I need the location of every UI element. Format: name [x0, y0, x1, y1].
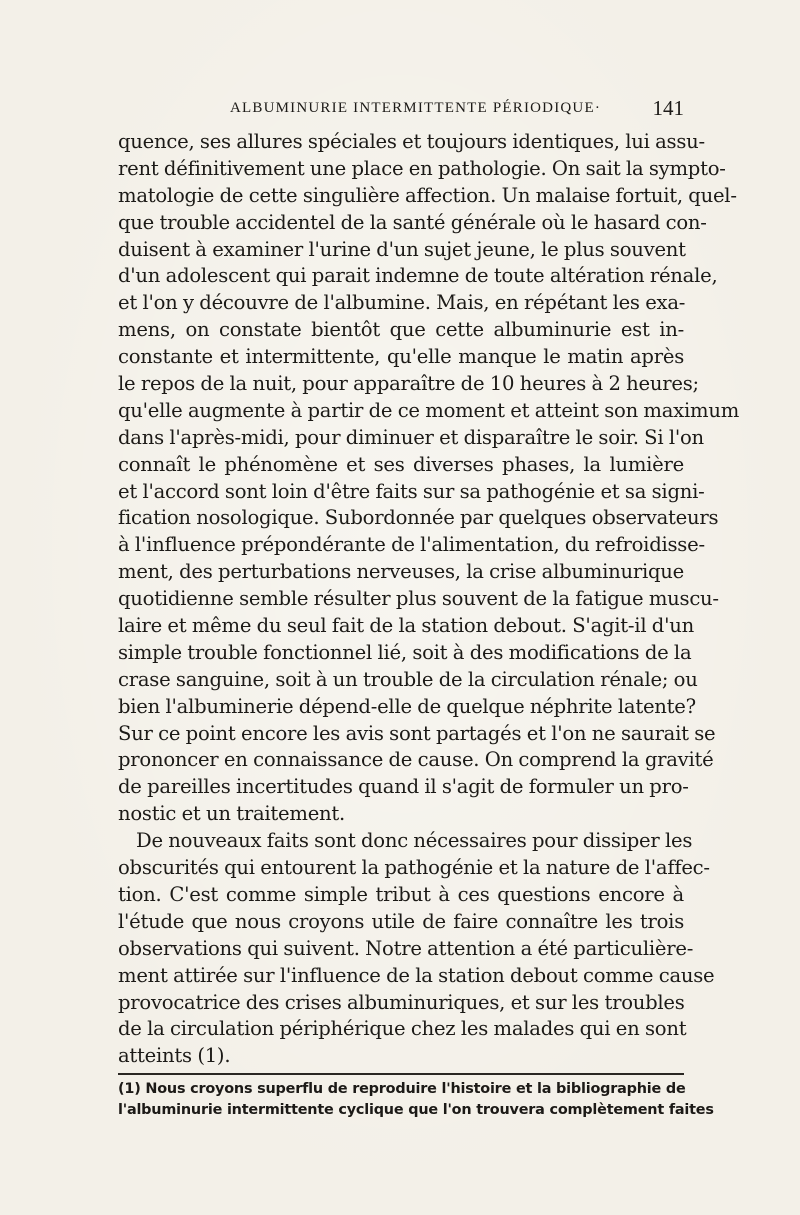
text-line: le repos de la nuit, pour apparaître de 10 heures à 2 heures; — [118, 372, 699, 396]
text-line: de la circulation périphérique chez les malades qui en sont — [118, 1017, 687, 1041]
text-line: quence, ses allures spéciales et toujours identiques, lui assu- — [118, 130, 705, 153]
text-line: à l'influence prépondérante de l'alimentation, du refroidisse- — [118, 533, 705, 557]
text-line: prononcer en connaissance de cause. On comprend la gravité — [118, 748, 714, 772]
text-line: que trouble accidentel de la santé générale où le hasard con- — [118, 210, 707, 234]
text-line: duisent à examiner l'urine d'un sujet jeune, le plus souvent — [118, 237, 686, 261]
text-line: crase sanguine, soit à un trouble de la circulation rénale; ou — [118, 667, 698, 691]
footnote-line: (1) Nous croyons superflu de reproduire l'histoire et la bibliographie de — [118, 1081, 686, 1097]
text-line: matologie de cette singulière affection. Un malaise fortuit, quel- — [118, 183, 737, 207]
text-line: quotidienne semble résulter plus souvent de la fatigue muscu- — [118, 587, 719, 611]
body-text — [118, 129, 740, 1070]
text-line: laire et même du seul fait de la station debout. S'agit-il d'un — [118, 614, 694, 638]
footnote-line: l'albuminurie intermittente cyclique que l'on trouvera complètement faites — [118, 1102, 714, 1118]
footnote-rule — [118, 1073, 684, 1075]
text-line: constante et intermittente, qu'elle manque le matin après — [118, 345, 684, 369]
text-line: bien l'albuminerie dépend-elle de quelque néphrite latente? — [118, 694, 696, 718]
text-line: rent définitivement une place en pathologie. On sait la sympto- — [118, 156, 726, 180]
text-line: obscurités qui entourent la pathogénie et la nature de l'affec- — [118, 856, 710, 880]
text-line: ment, des perturbations nerveuses, la crise albuminurique — [118, 560, 684, 584]
paragraph-end-line: nostic et un traitement. — [118, 802, 346, 826]
text-line: simple trouble fonctionnel lié, soit à des modifications de la — [118, 640, 692, 664]
text-line: fication nosologique. Subordonnée par quelques observateurs — [118, 506, 719, 530]
text-line: tion. C'est comme simple tribut à ces questions encore à — [118, 882, 684, 906]
text-line: et l'on y découvre de l'albumine. Mais, en répétant les exa- — [118, 291, 686, 315]
running-title: ALBUMINURIE INTERMITTENTE PÉRIODIQUE· — [230, 100, 602, 116]
text-line: Sur ce point encore les avis sont partagés et l'on ne saurait se — [118, 721, 716, 745]
text-line: de pareilles incertitudes quand il s'agit de formuler un pro- — [118, 775, 689, 799]
text-line: connaît le phénomène et ses diverses phases, la lumière — [118, 452, 684, 476]
paragraph-end-line: atteints (1). — [118, 1044, 231, 1068]
paragraph-start-line: De nouveaux faits sont donc nécessaires pour dissiper les — [136, 829, 693, 853]
text-line: dans l'après-midi, pour diminuer et disparaître le soir. Si l'on — [118, 425, 704, 449]
footnote — [118, 1079, 714, 1121]
text-line: mens, on constate bientôt que cette albuminurie est in- — [118, 318, 684, 342]
text-line: ment attirée sur l'influence de la station debout comme cause — [118, 963, 715, 987]
text-line: qu'elle augmente à partir de ce moment et atteint son maximum — [118, 398, 740, 422]
text-line: d'un adolescent qui parait indemne de toute altération rénale, — [118, 264, 718, 288]
page-number: 141 — [652, 96, 684, 120]
page-header — [118, 96, 684, 126]
text-line: l'étude que nous croyons utile de faire connaître les trois — [118, 909, 684, 933]
text-line: provocatrice des crises albuminuriques, et sur les troubles — [118, 990, 685, 1014]
text-line: et l'accord sont loin d'être faits sur sa pathogénie et sa signi- — [118, 479, 705, 503]
text-line: observations qui suivent. Notre attention a été particulière- — [118, 936, 694, 960]
